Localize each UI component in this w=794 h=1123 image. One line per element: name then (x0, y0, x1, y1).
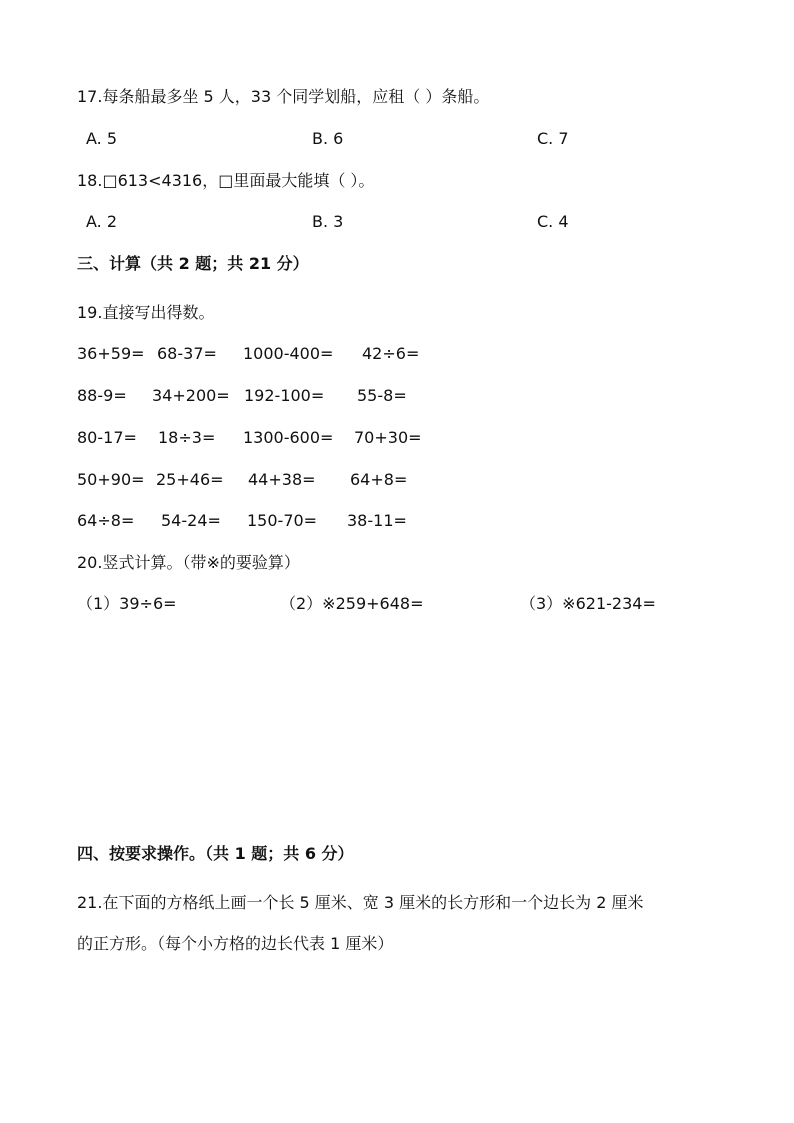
calc-item: 1300-600= (243, 428, 334, 447)
question-18-option-a: A. 2 (86, 212, 118, 231)
question-17-text: 17.每条船最多坐 5 人，33 个同学划船，应租（ ）条船。 (77, 87, 490, 106)
question-20-item-3: （3）※621-234= (520, 594, 656, 613)
calc-item: 80-17= (77, 428, 137, 447)
question-19-text: 19.直接写出得数。 (77, 303, 215, 322)
calc-item: 55-8= (357, 386, 407, 405)
question-21-line-2: 的正方形。（每个小方格的边长代表 1 厘米） (77, 934, 394, 953)
section-4-heading: 四、按要求操作。（共 1 题；共 6 分） (77, 844, 354, 863)
question-20-item-2: （2）※259+648= (280, 594, 424, 613)
question-17-option-a: A. 5 (86, 129, 118, 148)
calc-item: 192-100= (244, 386, 325, 405)
question-21-line-1: 21.在下面的方格纸上画一个长 5 厘米、宽 3 厘米的长方形和一个边长为 2 厘米 (77, 893, 644, 912)
question-20-item-1: （1）39÷6= (77, 594, 177, 613)
calc-item: 44+38= (248, 470, 316, 489)
calc-item: 38-11= (347, 511, 407, 530)
question-17-option-b: B. 6 (312, 129, 344, 148)
calc-item: 64+8= (350, 470, 408, 489)
calc-item: 1000-400= (243, 344, 334, 363)
calc-item: 50+90= (77, 470, 145, 489)
calc-item: 42÷6= (362, 344, 420, 363)
calc-item: 64÷8= (77, 511, 135, 530)
question-20-text: 20.竖式计算。（带※的要验算） (77, 553, 300, 572)
question-18-option-b: B. 3 (312, 212, 344, 231)
question-17-option-c: C. 7 (537, 129, 569, 148)
calc-item: 34+200= (152, 386, 230, 405)
calc-item: 88-9= (77, 386, 127, 405)
calc-item: 18÷3= (158, 428, 216, 447)
question-18-text: 18.□613<4316，□里面最大能填（ ）。 (77, 171, 375, 190)
calc-item: 36+59= (77, 344, 145, 363)
calc-item: 25+46= (156, 470, 224, 489)
calc-item: 150-70= (247, 511, 318, 530)
section-3-heading: 三、计算（共 2 题；共 21 分） (77, 254, 309, 273)
calc-item: 68-37= (157, 344, 217, 363)
calc-item: 70+30= (354, 428, 422, 447)
calc-item: 54-24= (161, 511, 221, 530)
question-18-option-c: C. 4 (537, 212, 569, 231)
